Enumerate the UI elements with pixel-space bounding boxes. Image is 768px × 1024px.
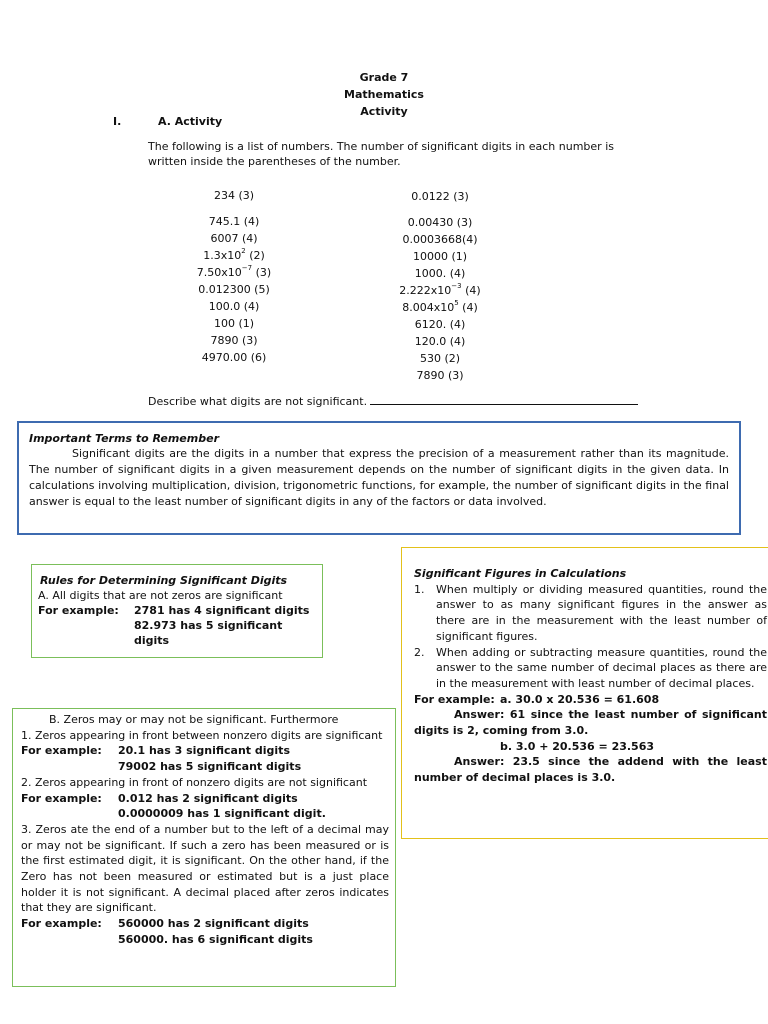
number-item: 0.012300 (5) (198, 283, 270, 296)
number-item: 6120. (4) (414, 318, 466, 331)
calc-title: Significant Figures in Calculations (414, 567, 627, 580)
answer-blank[interactable] (370, 394, 638, 405)
terms-title: Important Terms to Remember (29, 432, 219, 445)
number-item: 745.1 (4) (208, 215, 260, 228)
example-label: For example: (21, 917, 102, 931)
number-item: 530 (2) (419, 352, 461, 365)
number-item (370, 299, 510, 316)
zeros-item-1: 1. Zeros appearing in front between nonzero digits are significant (21, 728, 383, 742)
rules-box (31, 564, 323, 658)
list-number: 2. (414, 645, 425, 659)
example-value: b. 3.0 + 20.536 = 23.563 (500, 739, 655, 753)
example-value: 0.0000009 has 1 significant digit. (118, 807, 326, 821)
terms-body-text: Significant digits are the digits in a number that express the precision of a measurement rather than its magnitude. The number of significant digits in a given measurement depends on the number of significant digits in the given data. In calculations involving multiplication, division, trigonometric functions, for example, the number of significant digits in the final answer is equal to the least number of significant digits in any of the factors or data involved. (29, 447, 729, 508)
number-item: 0.00430 (3) (407, 216, 473, 229)
number-base: 8.004x10 (402, 301, 455, 314)
number-item: 0.0122 (3) (411, 190, 469, 203)
activity-label: A. Activity (158, 115, 223, 128)
number-item: 100 (1) (213, 317, 255, 330)
zeros-item-3: 3. Zeros ate the end of a number but to the left of a decimal may or may not be significant. If such a zero has been measured or is the first estimated digit, it is significant. On the other hand, if the Zero has not been measured or estimated but is a just place holder it is not significant. A decimal placed after zeros indicates that they are significant. (21, 822, 389, 915)
number-item: 234 (3) (213, 189, 255, 202)
example-row (21, 916, 389, 932)
example-row (414, 692, 767, 708)
answer-b: Answer: 23.5 since the addend with the least number of decimal places is 3.0. (414, 755, 767, 785)
example-row (38, 603, 316, 618)
number-item (164, 247, 304, 264)
example-row (21, 791, 389, 807)
number-item: 100.0 (4) (208, 300, 260, 313)
subject-title: Mathematics (344, 88, 424, 101)
section-title: Activity (360, 105, 408, 118)
number-item: 10000 (1) (412, 250, 468, 263)
example-value: a. 30.0 x 20.536 = 61.608 (500, 692, 660, 706)
number-item: 4970.00 (6) (201, 351, 267, 364)
number-item: 1000. (4) (414, 267, 466, 280)
zeros-title: B. Zeros may or may not be significant. Furthermore (49, 713, 339, 726)
example-value: 2781 has 4 significant digits (134, 604, 310, 617)
describe-text: Describe what digits are not significant. (148, 395, 368, 408)
rule-a: A. All digits that are not zeros are significant (38, 589, 283, 602)
number-count: (4) (458, 301, 478, 314)
number-item (164, 264, 304, 281)
terms-body (29, 446, 729, 510)
example-value: 82.973 has 5 significant digits (134, 619, 283, 647)
calc-item-1 (414, 582, 767, 645)
worksheet-header (284, 69, 484, 120)
answer-a: Answer: 61 since the least number of significant digits is 2, coming from 3.0. (414, 708, 767, 738)
number-item (370, 282, 510, 299)
number-item: 120.0 (4) (414, 335, 466, 348)
example-value: 79002 has 5 significant digits (118, 760, 302, 774)
section-number: I. (113, 115, 122, 128)
number-item: 0.0003668(4) (402, 233, 478, 246)
example-value: 560000. has 6 significant digits (118, 932, 313, 946)
describe-prompt (148, 394, 638, 409)
example-label: For example: (21, 744, 102, 758)
number-item: 7890 (3) (416, 369, 464, 382)
number-exponent: −7 (241, 264, 253, 273)
activity-intro: The following is a list of numbers. The number of significant digits in each number is written inside the parentheses of the number. (148, 140, 614, 168)
example-label: For example: (414, 692, 495, 706)
number-exponent: 2 (241, 247, 246, 256)
list-number: 1. (414, 582, 425, 596)
example-value: 560000 has 2 significant digits (118, 917, 309, 931)
number-exponent: 5 (454, 299, 459, 308)
number-count: (4) (461, 284, 481, 297)
calc-item-2 (414, 645, 767, 692)
example-label: For example: (38, 604, 119, 617)
number-item: 7890 (3) (210, 334, 258, 347)
zeros-rules-box (12, 708, 396, 987)
number-base: 7.50x10 (196, 266, 242, 279)
calculations-box (401, 547, 768, 839)
rules-title: Rules for Determining Significant Digits (40, 574, 288, 587)
number-base: 2.222x10 (399, 284, 452, 297)
number-item: 6007 (4) (210, 232, 258, 245)
number-count: (2) (245, 249, 265, 262)
important-terms-box (17, 421, 741, 535)
example-row (21, 743, 389, 759)
numbers-list-right (370, 188, 510, 384)
grade-title: Grade 7 (359, 71, 409, 84)
example-value: 0.012 has 2 significant digits (118, 791, 298, 805)
example-label: For example: (21, 791, 102, 805)
zeros-item-2: 2. Zeros appearing in front of nonzero digits are not significant (21, 775, 368, 789)
list-text: When multiply or dividing measured quantities, round the answer to as many significant figures in the answer as there are in the measurement with the least number of significant figures. (436, 582, 767, 643)
list-text: When adding or subtracting measure quantities, round the answer to the same number of decimal places as there are in the measurement with least number of decimal places. (436, 645, 767, 690)
number-base: 1.3x10 (203, 249, 242, 262)
example-value: 20.1 has 3 significant digits (118, 744, 290, 758)
numbers-list-left (164, 187, 304, 366)
number-exponent: −3 (451, 282, 462, 291)
number-count: (3) (252, 266, 272, 279)
